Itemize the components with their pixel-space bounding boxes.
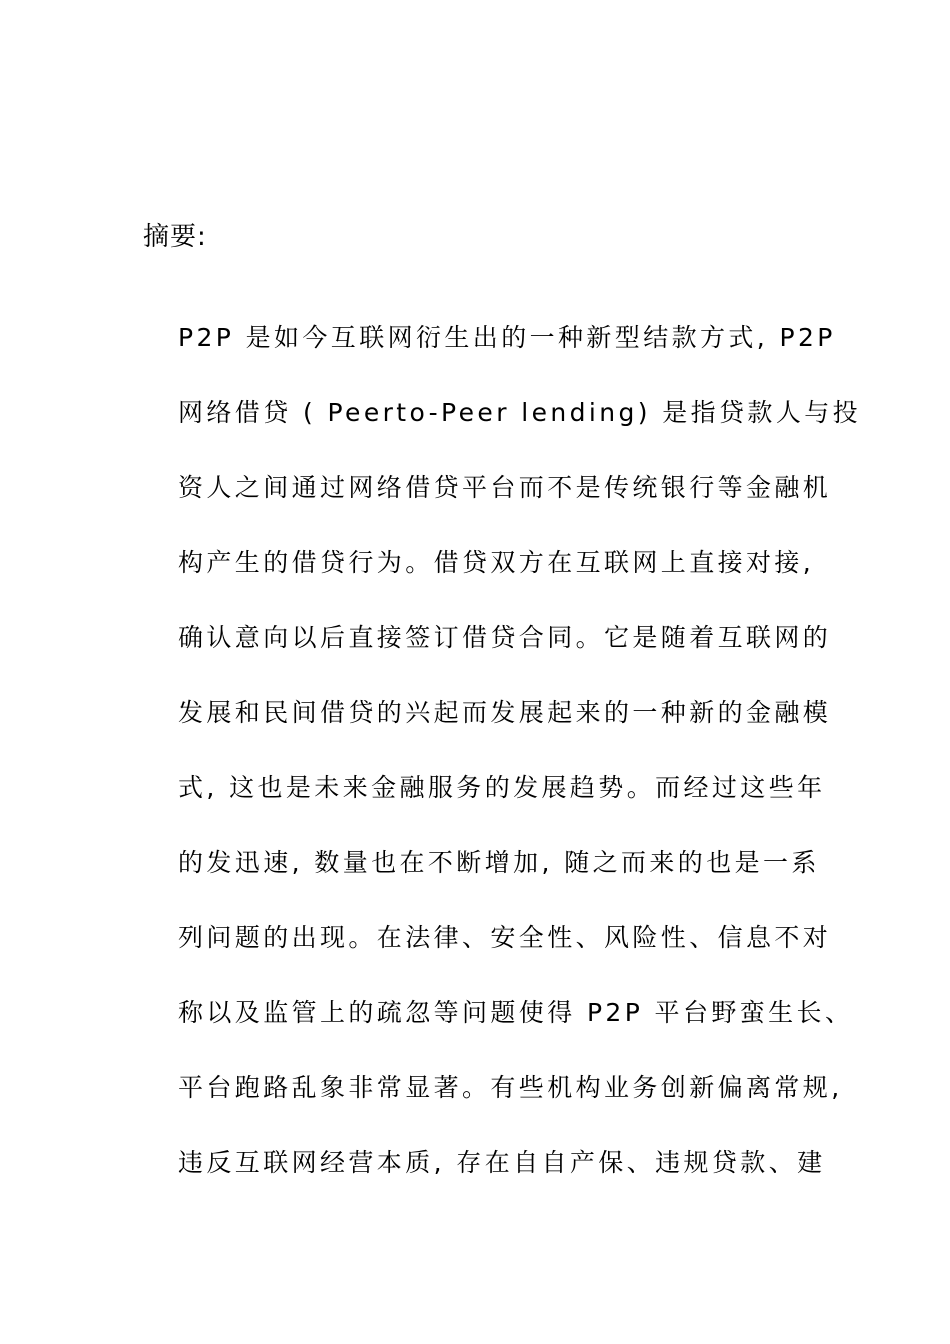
body-line: 违反互联网经营本质, 存在自自产保、违规贷款、建 [178,1148,826,1177]
body-line: 称以及监管上的疏忽等问题使得 P2P 平台野蛮生长、 [178,998,854,1027]
body-line: 式, 这也是未来金融服务的发展趋势。而经过这些年 [178,773,826,802]
body-line: 确认意向以后直接签订借贷合同。它是随着互联网的 [178,623,832,652]
body-line: 发展和民间借贷的兴起而发展起来的一种新的金融模 [178,698,832,727]
body-line: 构产生的借贷行为。借贷双方在互联网上直接对接, [178,548,815,577]
body-line: P2P 是如今互联网衍生出的一种新型结款方式, P2P [178,323,836,352]
body-line: 网络借贷 ( Peerto-Peer lending) 是指贷款人与投 [178,398,862,427]
body-line: 资人之间通过网络借贷平台而不是传统银行等金融机 [178,473,832,502]
body-line: 列问题的出现。在法律、安全性、风险性、信息不对 [178,923,832,952]
abstract-heading: 摘要: [143,222,207,252]
body-line: 平台跑路乱象非常显著。有些机构业务创新偏离常规, [178,1073,843,1102]
body-line: 的发迅速, 数量也在不断增加, 随之而来的也是一系 [178,848,820,877]
